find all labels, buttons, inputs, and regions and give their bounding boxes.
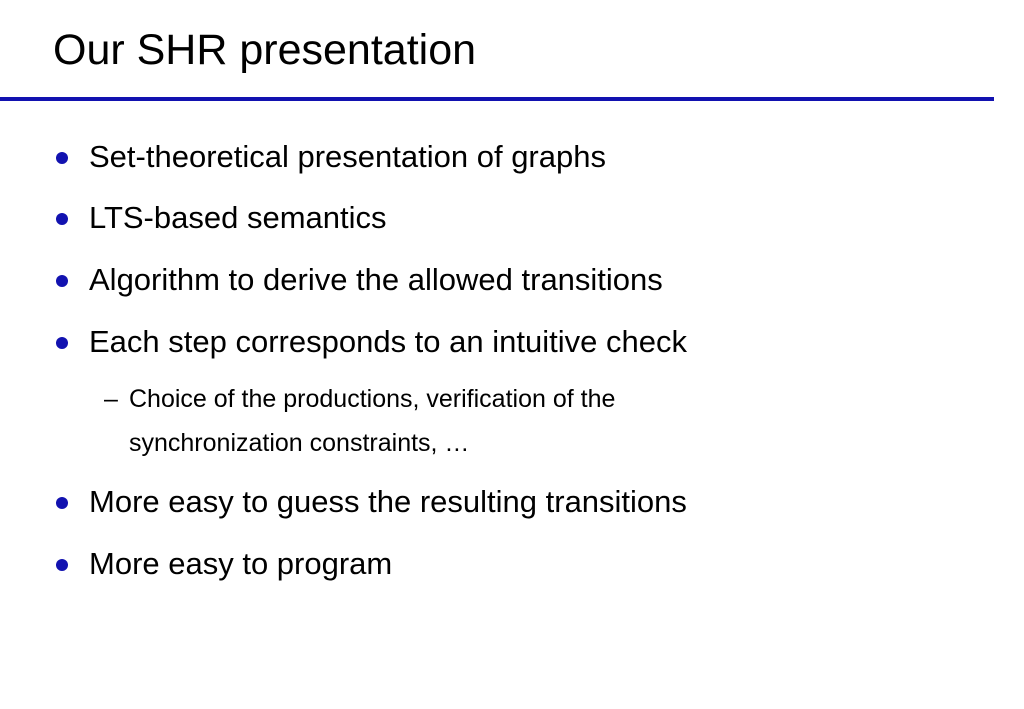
bullet-dot-icon [56, 152, 68, 164]
bullet-text: More easy to guess the resulting transitions [89, 484, 687, 519]
bullet-dot-icon [56, 213, 68, 225]
bullet-dot-icon [56, 497, 68, 509]
bullet-text: Each step corresponds to an intuitive check [89, 324, 687, 359]
sub-bullet-dash: – [104, 385, 118, 413]
bullet-text: More easy to program [89, 546, 393, 581]
bullet-text: Algorithm to derive the allowed transitions [89, 262, 663, 297]
sub-bullet-line: synchronization constraints, … [129, 429, 470, 457]
bullet-text: LTS-based semantics [89, 200, 387, 235]
bullet-dot-icon [56, 337, 68, 349]
sub-bullet-text [129, 377, 829, 465]
bullet-dot-icon [56, 559, 68, 571]
bullet-text: Set-theoretical presentation of graphs [89, 139, 606, 174]
bullet-dot-icon [56, 275, 68, 287]
slide-title: Our SHR presentation [53, 26, 477, 74]
sub-bullet-line: Choice of the productions, verification of the [129, 385, 616, 413]
